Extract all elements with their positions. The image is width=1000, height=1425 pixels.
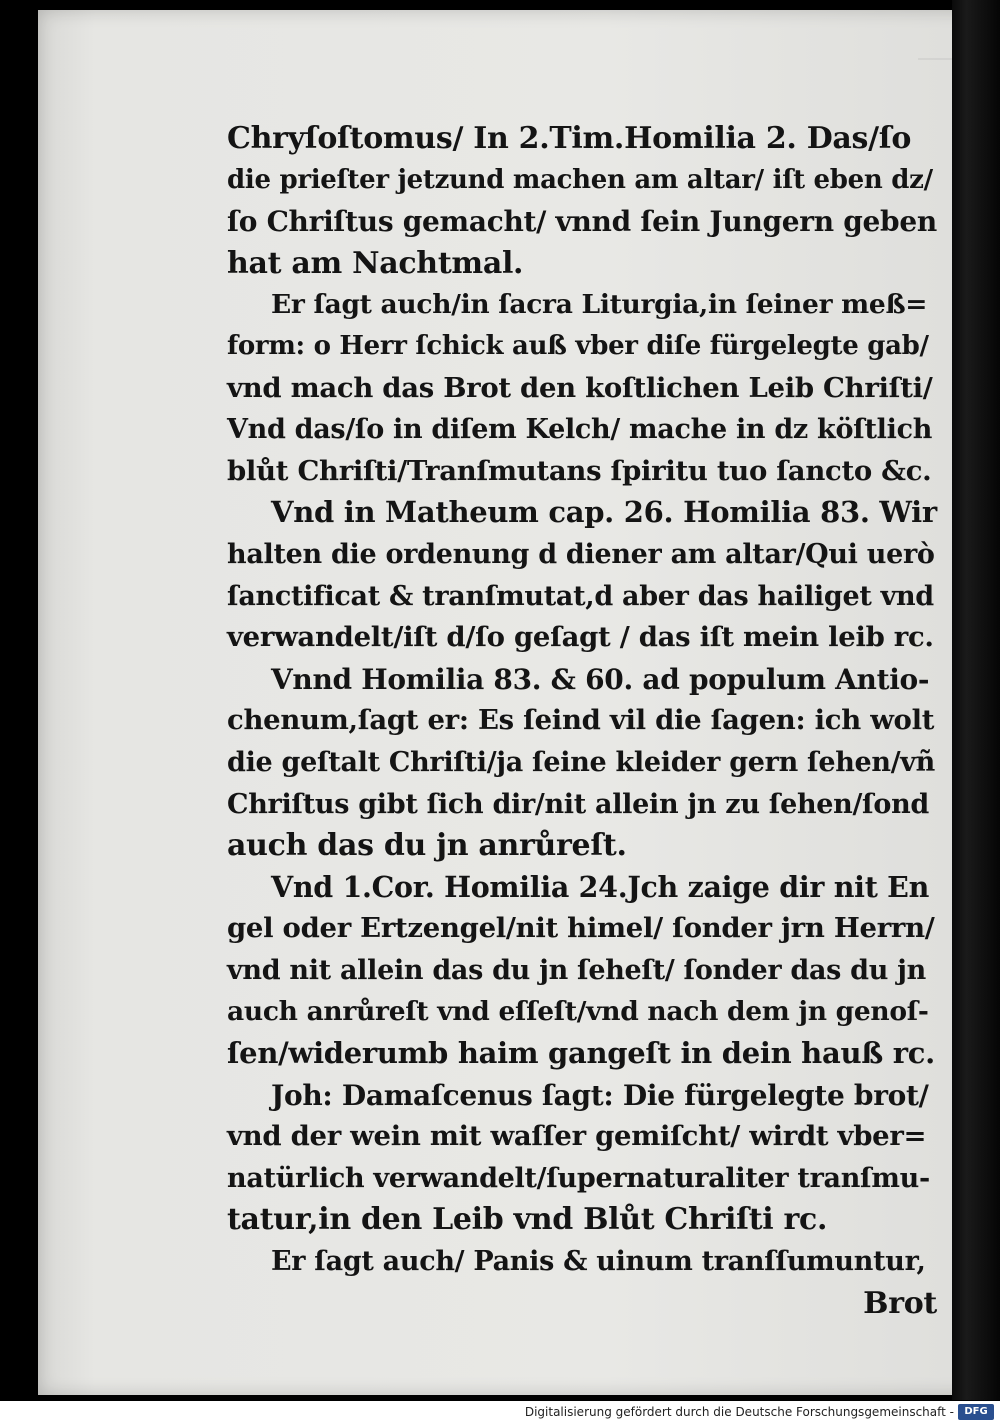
text-line: die geſtalt Chriſti/ja ſeine kleider gern ſehen/vñ <box>227 746 936 778</box>
text-line: hat am Nachtmal. <box>227 245 524 281</box>
text-line: ſanctificat & tranſmutat,d aber das hailiget vnd <box>227 580 934 612</box>
text-line: form: o Herr ſchick auß vber diſe fürgelegte gab/ <box>227 330 929 361</box>
text-line: Chriſtus gibt ſich dir/nit allein jn zu ſehen/ſond <box>227 788 929 820</box>
text-line: vnd nit allein das du jn ſeheſt/ ſonder das du jn <box>227 954 926 986</box>
text-line: natürlich verwandelt/ſupernaturaliter tranſmu- <box>227 1162 930 1194</box>
text-line: ſo Chriſtus gemacht/ vnnd ſein Jungern geben <box>227 205 937 239</box>
text-line: Er ſagt auch/ Panis & uinum tranſſumuntur, <box>271 1246 926 1278</box>
text-line: gel oder Ertzengel/nit himel/ ſonder jrn Herrn/ <box>227 912 935 945</box>
text-line: auch anrůreſt vnd eſſeſt/vnd nach dem jn genoſ- <box>227 996 929 1028</box>
text-line: verwandelt/iſt d/ſo geſagt / das iſt mein leib rc. <box>227 621 934 654</box>
text-line: die prieſter jetzund machen am altar/ iſt eben dz/ <box>227 164 933 195</box>
text-line: Er ſagt auch/in ſacra Liturgia,in ſeiner meß= <box>271 289 928 321</box>
text-line: Chryſoſtomus/ In 2.Tim.Homilia 2. Das/ſo <box>227 121 912 156</box>
page-edge-shadow <box>952 0 1000 1400</box>
text-line: Vnnd Homilia 83. & 60. ad populum Antio- <box>271 662 930 696</box>
footer-credit: Digitalisierung gefördert durch die Deutsche Forschungsgemeinschaft - <box>524 1405 954 1419</box>
text-line: blůt Chriſti/Tranſmutans ſpiritu tuo ſancto &c. <box>227 454 932 487</box>
text-line: Joh: Damaſcenus ſagt: Die fürgelegte brot/ <box>271 1078 929 1112</box>
text-line: vnd mach das Brot den koſtlichen Leib Chriſti/ <box>227 371 933 404</box>
text-line: chenum,ſagt er: Es ſeind vil die ſagen: ich wolt <box>227 704 935 737</box>
text-line: halten die ordenung d diener am altar/Qui uerò <box>227 538 935 570</box>
catchword: Brot <box>863 1285 937 1321</box>
text-line: Vnd das/ſo in diſem Kelch/ mache in dz köſtlich <box>227 414 933 446</box>
text-line: vnd der wein mit waſſer gemiſcht/ wirdt vber= <box>227 1120 927 1153</box>
page-text-block <box>227 118 937 1324</box>
text-line: tatur,in den Leib vnd Blůt Chriſti rc. <box>227 1202 828 1238</box>
text-line: auch das du jn anrůreſt. <box>227 828 627 864</box>
dfg-logo: DFG <box>958 1404 994 1420</box>
digitization-footer <box>0 1401 1000 1425</box>
text-line: Vnd 1.Cor. Homilia 24.Jch zaige dir nit En <box>271 869 930 904</box>
text-line: ſen/widerumb haim gangeſt in dein hauß rc. <box>227 1036 935 1071</box>
text-line: Vnd in Matheum cap. 26. Homilia 83. Wir <box>271 495 937 530</box>
